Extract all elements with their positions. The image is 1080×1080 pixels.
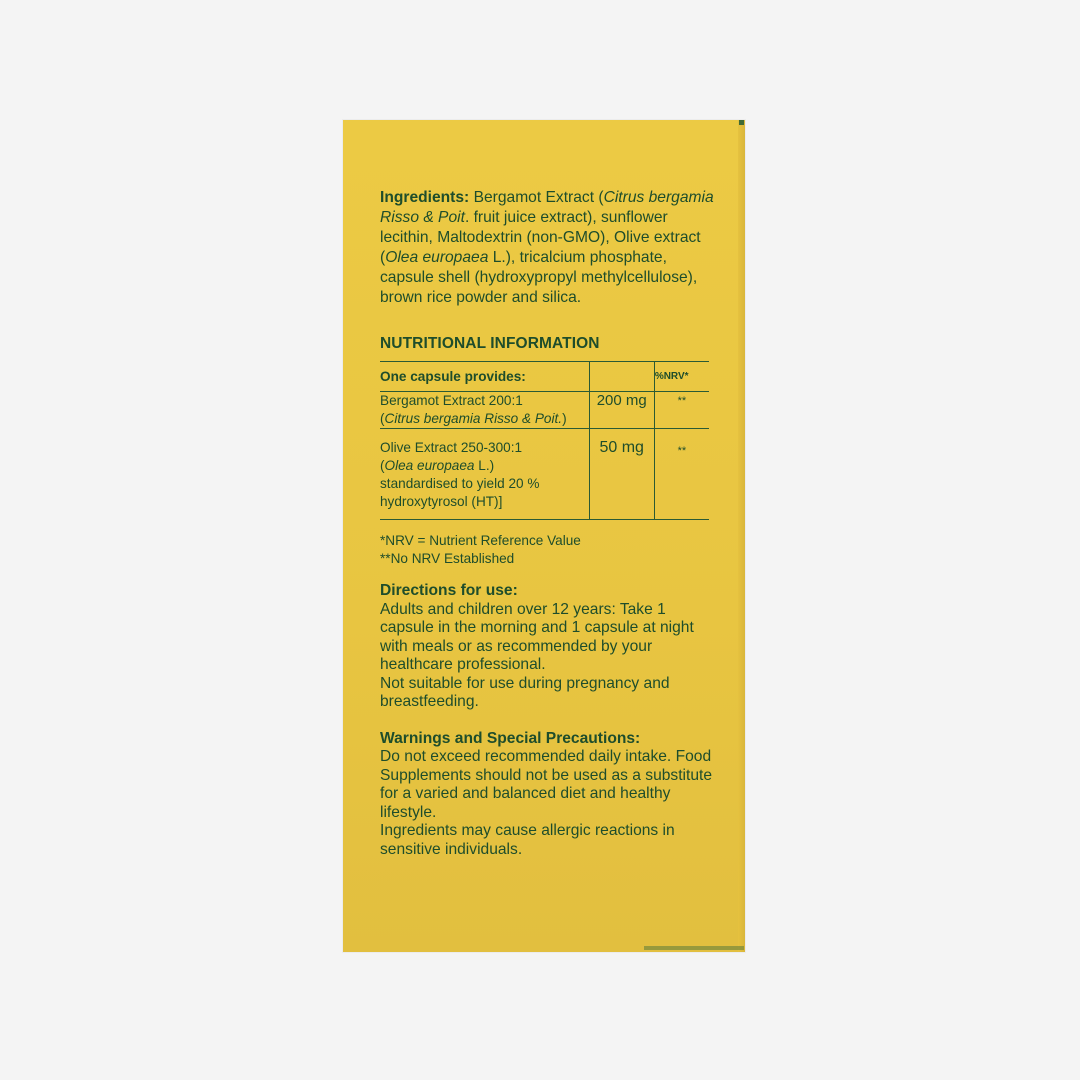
ingredients-label: Ingredients: (380, 189, 470, 206)
warnings-title: Warnings and Special Precautions: (380, 729, 641, 747)
row-ingredient-name: Olive Extract 250-300:1 (380, 440, 523, 455)
row-amount: 50 mg (589, 429, 654, 520)
footnote-no-nrv: **No NRV Established (380, 551, 515, 566)
nutrition-table (380, 361, 709, 520)
box-bottom-mark (644, 946, 744, 950)
directions-text: Adults and children over 12 years: Take 1 capsule in the morning and 1 capsule at night with meals or as recommended by your healthcare professional. (380, 600, 694, 673)
row-ingredient-latin-line (380, 410, 589, 428)
row-ingredient-cell (380, 429, 589, 520)
warnings-section (380, 730, 720, 860)
directions-section (380, 582, 720, 712)
row-ingredient-cell (380, 392, 589, 429)
header-provides: One capsule provides: (380, 362, 589, 392)
latin-name: Citrus bergamia Risso & Poit. (384, 411, 563, 426)
nutrition-title: NUTRITIONAL INFORMATION (380, 335, 600, 352)
label-content (380, 188, 720, 859)
latin-prefix: ( (380, 411, 385, 426)
ingredients-text-3: L.), tricalcium phosphate, capsule shell (hydroxypropyl methylcellulose), brown rice powder and silica. (380, 249, 698, 306)
directions-text-2: Not suitable for use during pregnancy and breastfeeding. (380, 674, 670, 710)
nutrition-header-row (380, 362, 709, 392)
latin-suffix: ) (562, 411, 567, 426)
header-amount (589, 362, 654, 392)
table-row (380, 392, 709, 429)
table-row (380, 429, 709, 520)
footnote-nrv-definition: *NRV = Nutrient Reference Value (380, 533, 581, 548)
row-nrv: ** (654, 429, 709, 520)
nrv-footnotes (380, 532, 720, 568)
latin-suffix: L.) (474, 458, 495, 473)
ingredients-latin-2: Olea europaea (385, 249, 489, 266)
box-side-edge (738, 120, 745, 952)
row-ingredient-latin-line (380, 457, 589, 475)
latin-name: Olea europaea (384, 458, 475, 473)
row-nrv: ** (654, 392, 709, 429)
ingredients-latin-1: Citrus bergamia Risso & Poit (380, 189, 714, 226)
ingredients-paragraph (380, 188, 720, 308)
box-corner-mark (739, 120, 744, 125)
latin-prefix: ( (380, 458, 385, 473)
ingredients-text-1: Bergamot Extract ( (469, 189, 604, 206)
warnings-text-2: Ingredients may cause allergic reactions in sensitive individuals. (380, 822, 675, 858)
ingredients-text-2: . fruit juice extract), sunflower lecithin, Maltodextrin (non-GMO), Olive extract ( (380, 209, 701, 266)
warnings-text: Do not exceed recommended daily intake. Food Supplements should not be used as a substitute for a varied and balanced diet and healthy lifestyle. (380, 748, 713, 821)
row-amount: 200 mg (589, 392, 654, 429)
row-ingredient-name: Bergamot Extract 200:1 (380, 393, 523, 408)
directions-title: Directions for use: (380, 582, 518, 599)
header-nrv: %NRV* (654, 362, 709, 392)
row-ingredient-extra: standardised to yield 20 % hydroxytyrosol (HT)] (380, 476, 540, 509)
